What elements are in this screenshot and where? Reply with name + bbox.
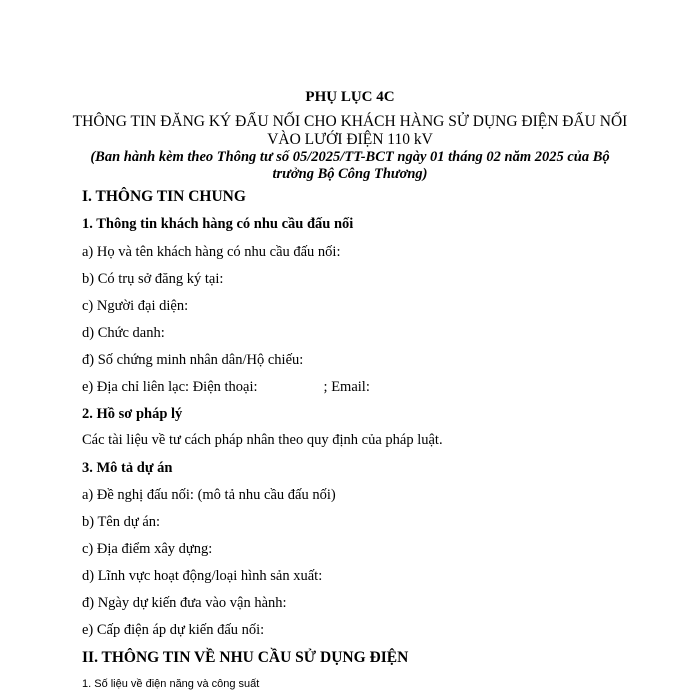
id-number-item: đ) Số chứng minh nhân dân/Hộ chiếu: <box>82 352 304 368</box>
part-3-heading: 3. Mô tả dự án <box>82 460 173 476</box>
section-2-part-1-heading: 1. Số liệu về điện năng và công suất <box>82 678 260 690</box>
appendix-label: PHỤ LỤC 4C <box>305 89 395 105</box>
email-label: ; Email: <box>323 379 370 395</box>
part-2-heading: 2. Hồ sơ pháp lý <box>82 406 183 422</box>
position-item: d) Chức danh: <box>82 325 165 341</box>
legal-documents-text: Các tài liệu về tư cách pháp nhân theo quy định của pháp luật. <box>82 432 443 448</box>
issuance-note-line1: (Ban hành kèm theo Thông tư số 05/2025/TT-BCT ngày 01 tháng 02 năm 2025 của Bộ <box>90 149 610 165</box>
voltage-level-item: e) Cấp điện áp dự kiến đấu nối: <box>82 622 265 638</box>
operation-date-item: đ) Ngày dự kiến đưa vào vận hành: <box>82 595 287 611</box>
part-1-heading: 1. Thông tin khách hàng có nhu cầu đấu nối <box>82 216 354 232</box>
business-field-item: d) Lĩnh vực hoạt động/loại hình sản xuất: <box>82 568 323 584</box>
representative-item: c) Người đại diện: <box>82 298 189 314</box>
contact-address-item <box>82 379 370 396</box>
issuance-note-line2: trưởng Bộ Công Thương) <box>272 166 428 182</box>
document-title-line2: VÀO LƯỚI ĐIỆN 110 kV <box>267 131 433 148</box>
customer-name-item: a) Họ và tên khách hàng có nhu cầu đấu nối: <box>82 244 341 260</box>
project-name-item: b) Tên dự án: <box>82 514 161 530</box>
registered-office-item: b) Có trụ sở đăng ký tại: <box>82 271 224 287</box>
section-1-heading: I. THÔNG TIN CHUNG <box>82 188 246 205</box>
construction-site-item: c) Địa điểm xây dựng: <box>82 541 213 557</box>
document-title-line1: THÔNG TIN ĐĂNG KÝ ĐẤU NỐI CHO KHÁCH HÀNG SỬ DỤNG ĐIỆN ĐẤU NỐI <box>72 113 628 130</box>
phone-label: e) Địa chỉ liên lạc: Điện thoại: <box>82 379 258 395</box>
connection-request-item: a) Đề nghị đấu nối: (mô tả nhu cầu đấu nối) <box>82 487 336 503</box>
section-2-heading: II. THÔNG TIN VỀ NHU CẦU SỬ DỤNG ĐIỆN <box>82 649 409 666</box>
